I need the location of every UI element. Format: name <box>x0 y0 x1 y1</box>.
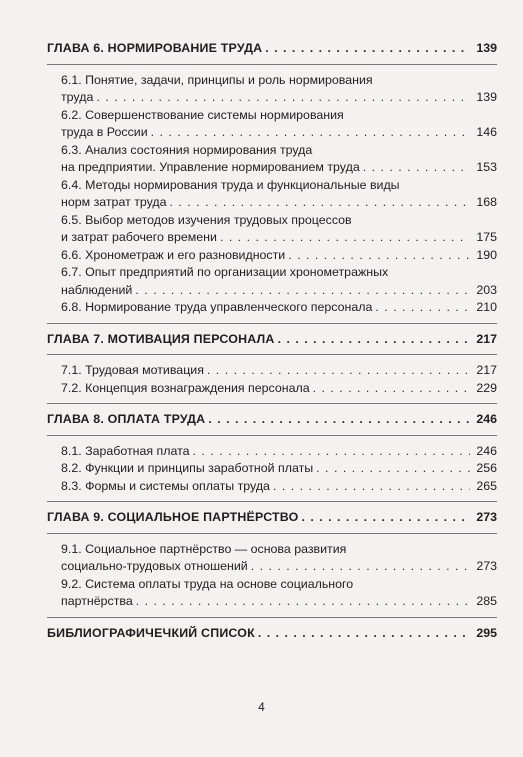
dot-leader <box>170 194 470 212</box>
section-entry <box>47 443 497 461</box>
section-title-line: социально-трудовых отношений <box>61 559 248 573</box>
section-entry <box>47 478 497 496</box>
section-entry <box>47 264 497 299</box>
chapter-divider <box>47 617 497 619</box>
section-entry <box>47 142 497 177</box>
chapter-divider <box>47 435 497 437</box>
toc-chapter <box>47 411 497 503</box>
section-entry <box>47 177 497 212</box>
dot-leader <box>135 282 470 300</box>
section-entry <box>47 380 497 398</box>
section-title-line: на предприятии. Управление нормированием труда <box>61 160 360 174</box>
section-row <box>61 159 497 177</box>
section-page: 256 <box>476 461 497 475</box>
section-entry <box>47 362 497 380</box>
chapter-divider <box>47 64 497 66</box>
section-title-line: 6.2. Совершенствование системы нормирования <box>61 107 344 122</box>
section-row <box>61 460 497 478</box>
dot-leader <box>288 247 470 265</box>
section-row <box>61 194 497 212</box>
toc-chapter <box>47 40 497 325</box>
toc-chapter <box>47 625 497 643</box>
section-title-line: 6.4. Методы нормирования труда и функциональные виды <box>61 177 400 192</box>
section-row <box>61 229 497 247</box>
table-of-contents <box>47 40 497 642</box>
chapter-divider <box>47 323 497 325</box>
section-entry <box>47 107 497 142</box>
section-page: 265 <box>476 478 497 493</box>
section-entry <box>47 299 497 317</box>
dot-leader <box>313 380 470 398</box>
section-page: 246 <box>476 443 497 458</box>
section-entry <box>47 247 497 265</box>
section-page: 146 <box>476 125 497 139</box>
section-title-line: 9.2. Система оплаты труда на основе социального <box>61 576 354 591</box>
section-entry <box>47 460 497 478</box>
dot-leader <box>193 443 470 461</box>
section-title-line: партнёрства <box>61 594 133 608</box>
section-title-line: наблюдений <box>61 282 133 297</box>
dot-leader <box>265 40 470 58</box>
section-title-line: 6.5. Выбор методов изучения трудовых процессов <box>61 212 352 227</box>
section-row <box>61 593 497 611</box>
section-title-line: труда <box>61 90 94 104</box>
section-row <box>61 443 497 461</box>
section-title-line: 8.3. Формы и системы оплаты труда <box>61 478 270 493</box>
chapter-title: БИБЛИОГРАФИЧЕЧКИЙ СПИСОК <box>47 625 255 640</box>
toc-chapter <box>47 509 497 619</box>
dot-leader <box>375 299 470 317</box>
dot-leader <box>316 460 470 478</box>
section-row <box>61 299 497 317</box>
section-row <box>61 282 497 300</box>
chapter-title: ГЛАВА 6. НОРМИРОВАНИЕ ТРУДА <box>47 41 263 55</box>
chapter-entry <box>47 411 497 429</box>
chapter-title: ГЛАВА 7. МОТИВАЦИЯ ПЕРСОНАЛА <box>47 331 275 346</box>
section-page: 203 <box>476 282 497 297</box>
section-row <box>61 89 497 107</box>
section-row <box>61 478 497 496</box>
dot-leader <box>220 229 470 247</box>
section-title-line: труда в России <box>61 125 148 139</box>
section-title-line: 6.7. Опыт предприятий по организации хронометражных <box>61 265 389 279</box>
section-title-line: 7.2. Концепция вознаграждения персонала <box>61 380 310 395</box>
section-entry <box>47 576 497 611</box>
dot-leader <box>96 89 470 107</box>
dot-leader <box>301 509 470 527</box>
section-row <box>61 124 497 142</box>
chapter-divider <box>47 533 497 535</box>
page-number: 4 <box>258 700 265 714</box>
section-row <box>61 558 497 576</box>
chapter-page: 217 <box>476 331 497 346</box>
chapter-divider <box>47 403 497 405</box>
section-title-line: 6.8. Нормирование труда управленческого персонала <box>61 300 373 314</box>
chapter-divider <box>47 354 497 356</box>
chapter-title: ГЛАВА 8. ОПЛАТА ТРУДА <box>47 412 206 426</box>
section-page: 190 <box>476 247 497 262</box>
section-title-line: 8.1. Заработная плата <box>61 443 190 458</box>
dot-leader <box>208 411 470 429</box>
chapter-entry <box>47 509 497 527</box>
section-row <box>61 247 497 265</box>
section-title-line: 6.3. Анализ состояния нормирования труда <box>61 142 313 157</box>
chapter-entry <box>47 331 497 349</box>
dot-leader <box>363 159 470 177</box>
toc-chapter <box>47 331 497 406</box>
dot-leader <box>136 593 470 611</box>
dot-leader <box>273 478 470 496</box>
chapter-divider <box>47 501 497 503</box>
chapter-title: ГЛАВА 9. СОЦИАЛЬНОЕ ПАРТНЁРСТВО <box>47 510 299 524</box>
dot-leader <box>278 331 470 349</box>
section-page: 168 <box>476 195 497 209</box>
chapter-page: 246 <box>476 412 497 426</box>
section-title-line: норм затрат труда <box>61 195 167 209</box>
section-title-line: 6.1. Понятие, задачи, принципы и роль нормирования <box>61 72 373 87</box>
chapter-page: 295 <box>476 625 497 640</box>
section-entry <box>47 72 497 107</box>
chapter-entry <box>47 40 497 58</box>
section-page: 210 <box>476 300 497 314</box>
section-page: 175 <box>476 230 497 244</box>
section-title-line: 7.1. Трудовая мотивация <box>61 363 204 377</box>
dot-leader <box>151 124 470 142</box>
chapter-entry <box>47 625 497 643</box>
section-page: 285 <box>476 594 497 608</box>
section-title-line: и затрат рабочего времени <box>61 230 217 244</box>
section-title-line: 6.6. Хронометраж и его разновидности <box>61 247 286 262</box>
section-row <box>61 380 497 398</box>
section-page: 153 <box>476 160 497 174</box>
section-row <box>61 362 497 380</box>
chapter-page: 273 <box>476 510 497 524</box>
chapter-page: 139 <box>476 41 497 55</box>
section-title-line: 9.1. Социальное партнёрство — основа развития <box>61 541 347 556</box>
section-entry <box>47 541 497 576</box>
section-page: 273 <box>476 559 497 573</box>
section-page: 229 <box>476 380 497 395</box>
dot-leader <box>258 625 470 643</box>
dot-leader <box>251 558 470 576</box>
section-title-line: 8.2. Функции и принципы заработной платы <box>61 461 314 475</box>
section-page: 217 <box>476 363 497 377</box>
section-page: 139 <box>476 90 497 104</box>
section-entry <box>47 212 497 247</box>
dot-leader <box>207 362 470 380</box>
